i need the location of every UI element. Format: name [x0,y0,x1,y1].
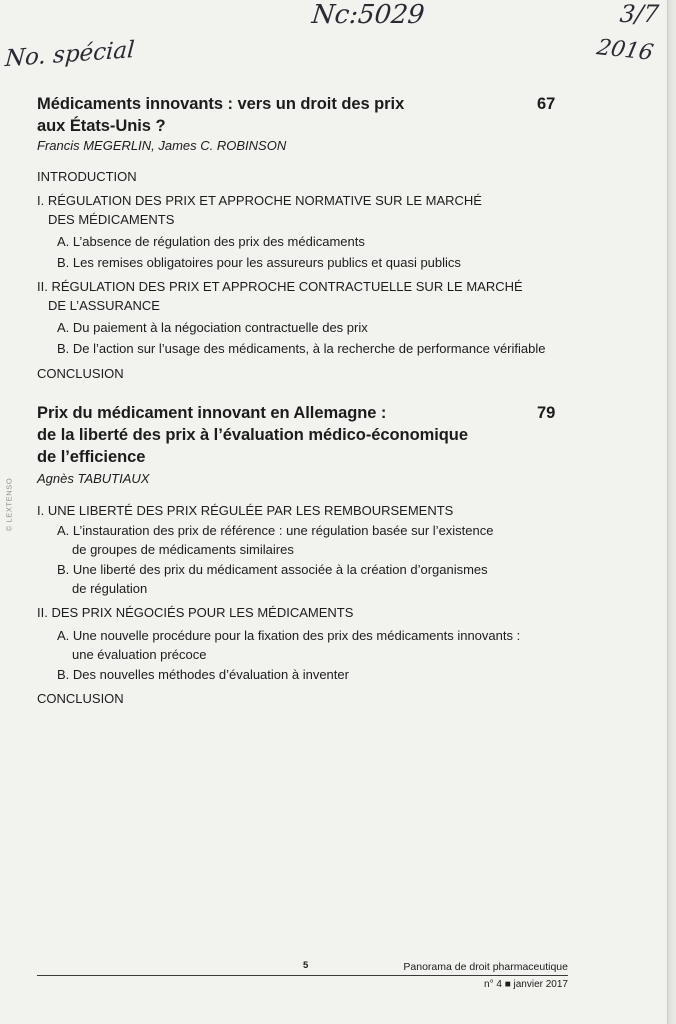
toc-part-heading-line: II. RÉGULATION DES PRIX ET APPROCHE CONTRACTUELLE SUR LE MARCHÉ [37,279,523,294]
toc-part-heading [37,501,453,520]
toc-conclusion: CONCLUSION [37,366,124,381]
footer-issue: n° 4 ■ janvier 2017 [484,979,568,990]
handwritten-sheet-number: 3/7 [618,0,661,28]
toc-subsection [57,339,545,358]
handwritten-note: No. spécial [4,36,136,73]
article-title-line: Médicaments innovants : vers un droit des prix [37,95,405,113]
toc-subsection-line: B. Des nouvelles méthodes d’évaluation à inventer [57,667,349,682]
toc-subsection [57,521,493,559]
article-authors: Agnès TABUTIAUX [37,471,150,486]
toc-part-heading-line: II. DES PRIX NÉGOCIÉS POUR LES MÉDICAMENTS [37,605,354,620]
toc-subsection [57,665,349,684]
toc-conclusion: CONCLUSION [37,691,124,706]
toc-subsection [57,626,520,664]
handwritten-reference-number: Nc:5029 [310,0,426,30]
page-edge-shadow [667,0,676,1024]
toc-subsection-line: une évaluation précoce [72,647,207,662]
article-authors: Francis MEGERLIN, James C. ROBINSON [37,138,287,153]
article-title-line: Prix du médicament innovant en Allemagne : [37,404,387,422]
toc-subsection-line: de régulation [72,581,148,596]
toc-part-heading-line: DES MÉDICAMENTS [48,212,175,227]
footer-page-number: 5 [303,960,309,971]
margin-copyright: © LEXTENSO [4,477,14,532]
toc-subsection [57,318,368,337]
toc-subsection-line: B. Les remises obligatoires pour les assureurs publics et quasi publics [57,255,461,270]
toc-subsection [57,253,461,272]
toc-part-heading-line: I. UNE LIBERTÉ DES PRIX RÉGULÉE PAR LES REMBOURSEMENTS [37,503,454,518]
article-title-line: de la liberté des prix à l’évaluation médico-économique [37,426,468,444]
toc-subsection-line: A. L’instauration des prix de référence : une régulation basée sur l’existence [57,523,494,538]
toc-subsection-line: A. L’absence de régulation des prix des médicaments [57,234,365,249]
toc-subsection-line: B. De l’action sur l’usage des médicaments, à la recherche de performance vérifiable [57,341,546,356]
toc-subsection [57,232,365,251]
toc-subsection-line: de groupes de médicaments similaires [72,542,294,557]
footer-journal-title: Panorama de droit pharmaceutique [403,961,568,973]
toc-subsection-line: A. Du paiement à la négociation contractuelle des prix [57,320,368,335]
toc-part-heading [37,191,482,229]
toc-part-heading [37,277,523,315]
footer-rule [37,975,568,976]
toc-subsection-line: B. Une liberté des prix du médicament associée à la création d’organismes [57,562,488,577]
article-page-number: 67 [537,95,556,113]
toc-subsection-line: A. Une nouvelle procédure pour la fixation des prix des médicaments innovants : [57,628,521,643]
toc-part-heading-line: I. RÉGULATION DES PRIX ET APPROCHE NORMATIVE SUR LE MARCHÉ [37,193,482,208]
toc-part-heading [37,603,353,622]
toc-subsection [57,560,488,598]
toc-introduction: INTRODUCTION [37,169,137,184]
article-title [37,402,468,468]
article-title-line: aux États-Unis ? [37,117,166,135]
article-title [37,93,404,137]
article-page-number: 79 [537,404,556,422]
handwritten-year: 2016 [594,35,656,66]
toc-part-heading-line: DE L’ASSURANCE [48,298,160,313]
article-title-line: de l’efficience [37,448,146,466]
